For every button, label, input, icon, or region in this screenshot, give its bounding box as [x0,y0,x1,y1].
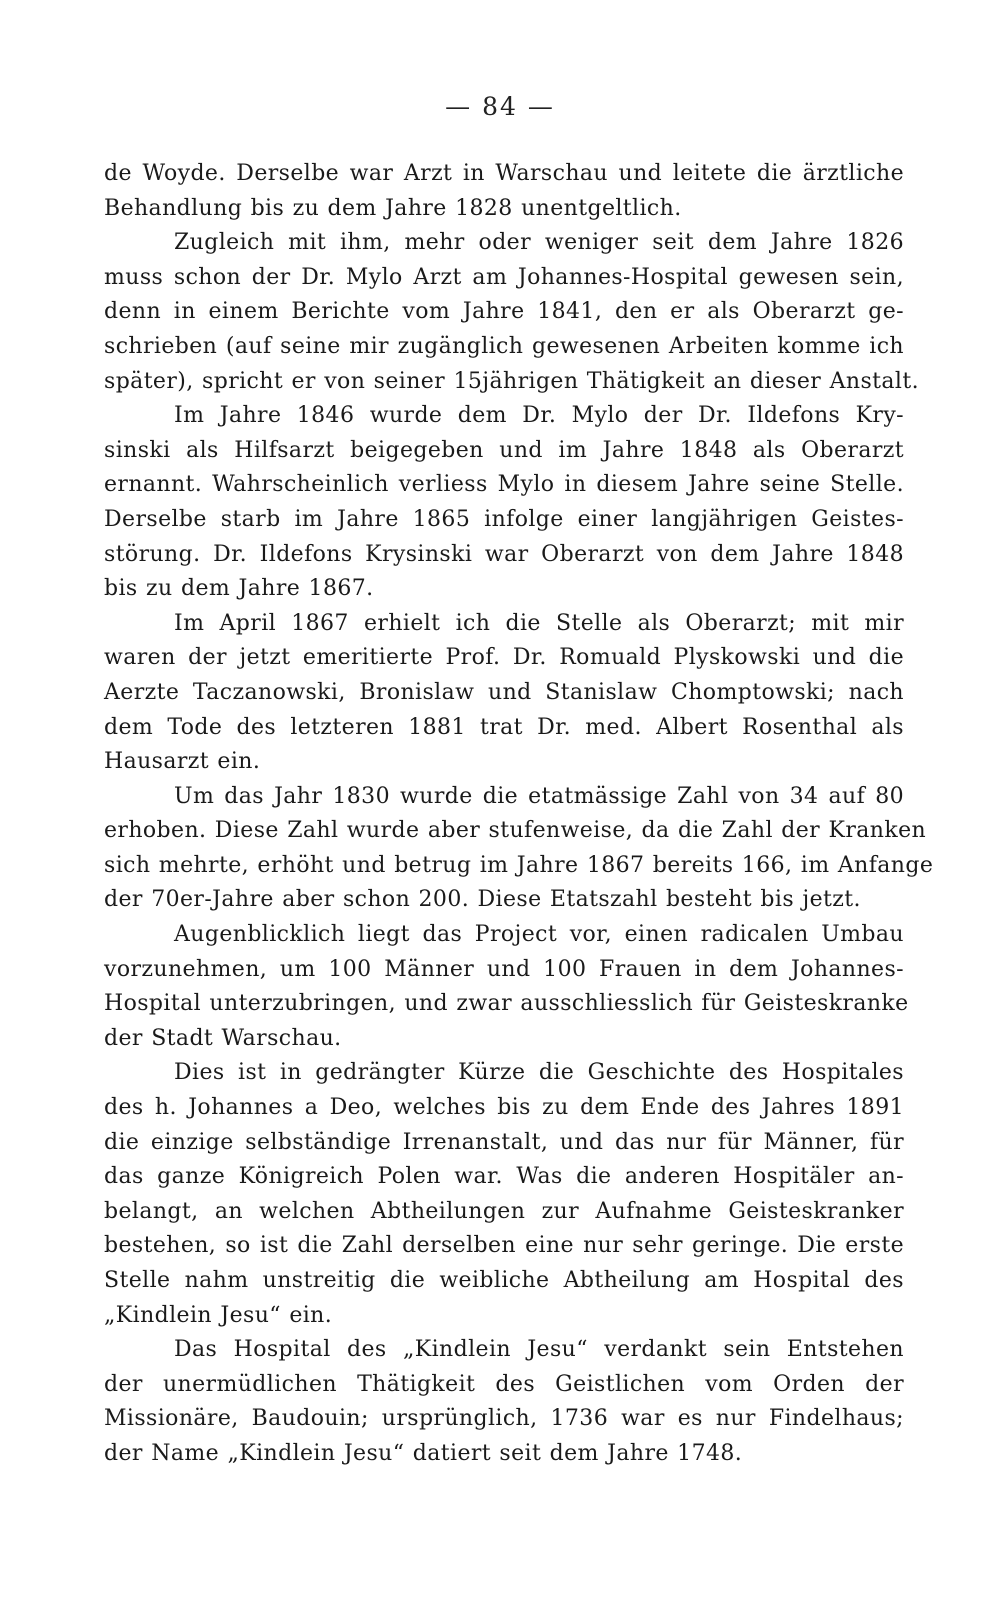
page-number: — 84 — [445,92,555,121]
text-line: der 70er-Jahre aber schon 200. Diese Etatszahl besteht bis jetzt. [104,887,861,913]
text-line: sich mehrte, erhöht und betrug im Jahre 1867 bereits 166, im Anfange [104,852,934,878]
text-line: Aerzte Taczanowski, Bronislaw und Stanislaw Chomptowski; nach [104,679,904,705]
text-line: Augenblicklich liegt das Project vor, einen radicalen Umbau [174,922,904,948]
text-line: der Stadt Warschau. [104,1025,342,1051]
text-line: störung. Dr. Ildefons Krysinski war Oberarzt von dem Jahre 1848 [104,541,904,567]
text-line: die einzige selbständige Irrenanstalt, und das nur für Männer, für [104,1129,904,1155]
text-line: schrieben (auf seine mir zugänglich gewesenen Arbeiten komme ich [104,333,904,359]
text-line: waren der jetzt emeritierte Prof. Dr. Romuald Plyskowski und die [104,645,904,671]
text-line: ernannt. Wahrscheinlich verliess Mylo in diesem Jahre seine Stelle. [104,472,904,498]
text-line: Im April 1867 erhielt ich die Stelle als Oberarzt; mit mir [174,610,904,636]
text-line: Behandlung bis zu dem Jahre 1828 unentgeltlich. [104,195,682,221]
text-line: Hausarzt ein. [104,749,261,775]
text-line: des h. Johannes a Deo, welches bis zu dem Ende des Jahres 1891 [104,1095,904,1121]
text-line: muss schon der Dr. Mylo Arzt am Johannes-Hospital gewesen sein, [104,264,904,290]
text-line: Im Jahre 1846 wurde dem Dr. Mylo der Dr. Ildefons Kry- [174,403,904,429]
text-line: Derselbe starb im Jahre 1865 infolge einer langjährigen Geistes- [104,506,904,532]
text-line: das ganze Königreich Polen war. Was die anderen Hospitäler an- [104,1164,904,1190]
text-line: Das Hospital des „Kindlein Jesu“ verdankt sein Entstehen [174,1337,904,1363]
paragraph [104,607,904,780]
text-line: vorzunehmen, um 100 Männer und 100 Frauen in dem Johannes- [104,956,904,982]
paragraph [104,918,909,1056]
text-line: bestehen, so ist die Zahl derselben eine nur sehr geringe. Die erste [104,1233,904,1259]
paragraph [104,780,934,918]
text-line: Stelle nahm unstreitig die weibliche Abtheilung am Hospital des [104,1268,904,1293]
paragraph [104,157,904,226]
text-line: „Kindlein Jesu“ ein. [104,1302,333,1328]
text-line: bis zu dem Jahre 1867. [104,576,374,602]
text-line: Um das Jahr 1830 wurde die etatmässige Zahl von 34 auf 80 [174,783,904,809]
text-line: der Name „Kindlein Jesu“ datiert seit dem Jahre 1748. [104,1440,743,1466]
paragraph [104,1333,904,1471]
text-line: Hospital unterzubringen, und zwar ausschliesslich für Geisteskranke [104,991,909,1017]
text-line: belangt, an welchen Abtheilungen zur Aufnahme Geisteskranker [104,1198,904,1224]
text-line: Dies ist in gedrängter Kürze die Geschichte des Hospitales [174,1060,904,1086]
paragraph [104,226,919,399]
text-line: Missionäre, Baudouin; ursprünglich, 1736 war es nur Findelhaus; [104,1406,904,1432]
text-line: der unermüdlichen Thätigkeit des Geistlichen vom Orden der [104,1371,904,1397]
text-line: später), spricht er von seiner 15jährigen Thätigkeit an dieser Anstalt. [104,368,919,394]
text-line: denn in einem Berichte vom Jahre 1841, den er als Oberarzt ge- [104,299,904,325]
text-line: erhoben. Diese Zahl wurde aber stufenweise, da die Zahl der Kranken [104,818,927,844]
text-line: de Woyde. Derselbe war Arzt in Warschau und leitete die ärztliche [104,161,904,186]
body-text [104,157,934,1472]
paragraph [104,399,904,607]
text-line: sinski als Hilfsarzt beigegeben und im Jahre 1848 als Oberarzt [104,437,904,463]
text-line: Zugleich mit ihm, mehr oder weniger seit dem Jahre 1826 [174,230,904,256]
paragraph [104,1056,904,1333]
text-line: dem Tode des letzteren 1881 trat Dr. med. Albert Rosenthal als [104,714,904,740]
